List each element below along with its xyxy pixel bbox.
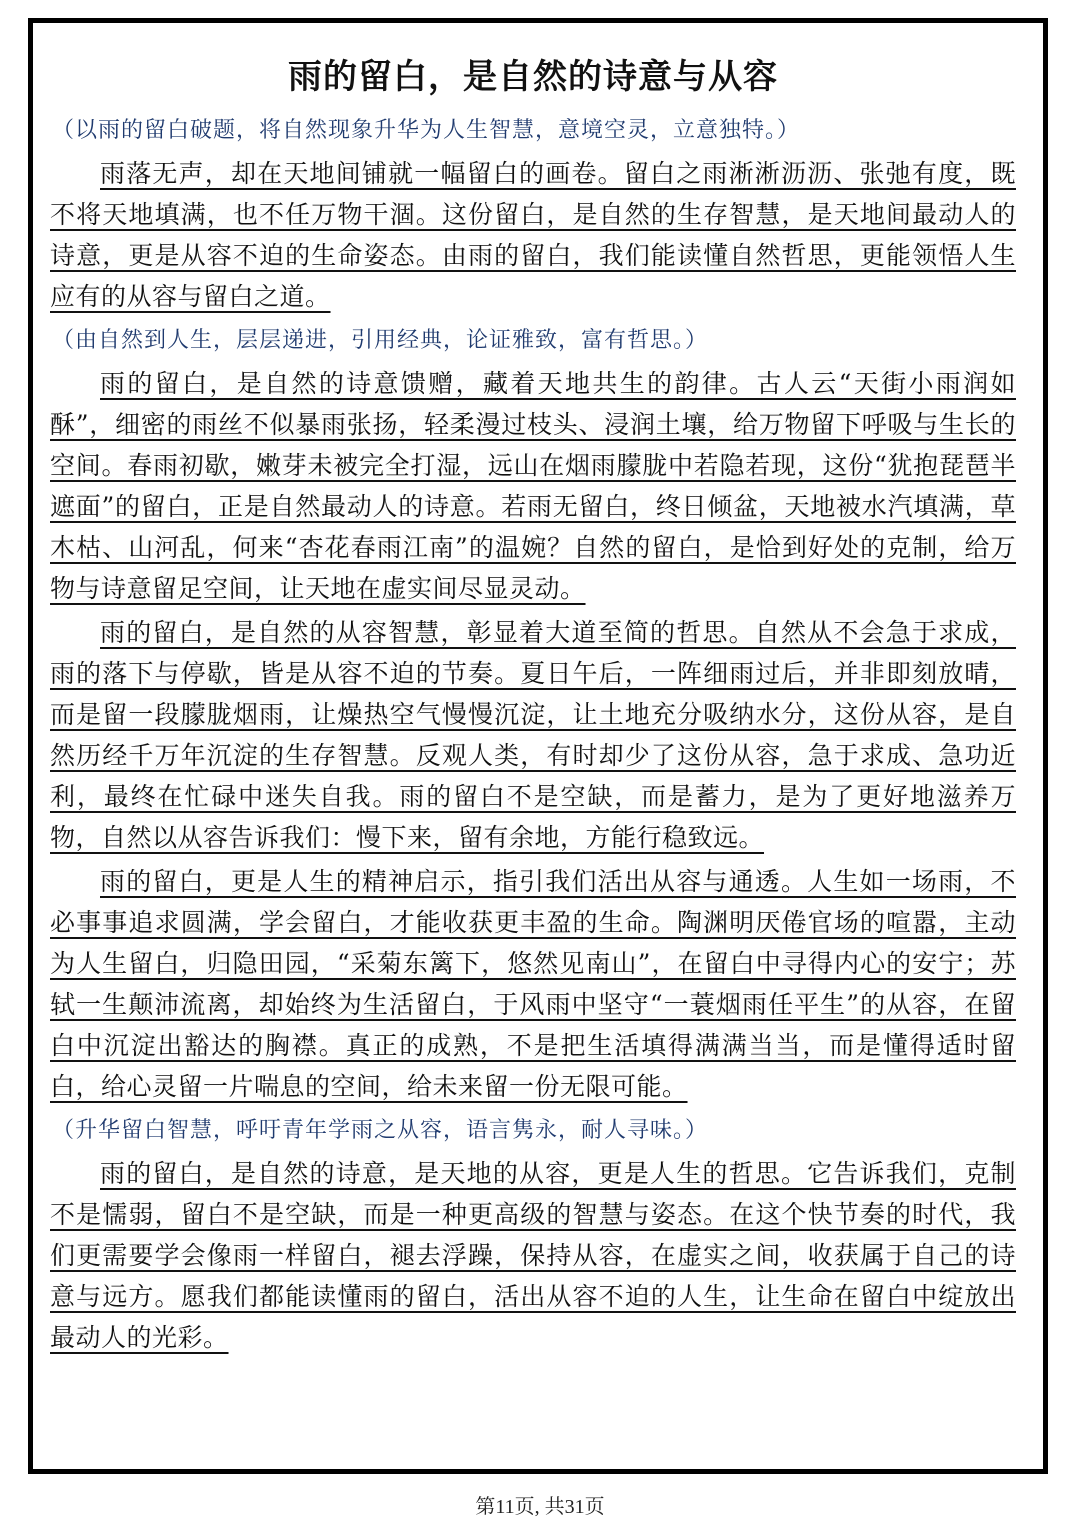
essay-paragraph: 雨落无声，却在天地间铺就一幅留白的画卷。留白之雨淅淅沥沥、张弛有度，既不将天地填满，也不任万物干涸。这份留白，是自然的生存智慧，是天地间最动人的诗意，更是从容不迫的生命姿态。由雨的留白，我们能读懂自然哲思，更能领悟人生应有的从容与留白之道。 — [50, 159, 1016, 311]
page-number: 第11页, 共31页 — [475, 1496, 605, 1518]
essay-paragraph: 雨的留白，更是人生的精神启示，指引我们活出从容与通透。人生如一场雨，不必事事追求圆满，学会留白，才能收获更丰盈的生命。陶渊明厌倦官场的喧嚣，主动为人生留白，归隐田园，“采菊东篱下，悠然见南山”，在留白中寻得内心的安宁；苏轼一生颠沛流离，却始终为生活留白，于风雨中坚守“一蓑烟雨任平生”的从容，在留白中沉淀出豁达的胸襟。真正的成熟，不是把生活填得满满当当，而是懂得适时留白，给心灵留一片喘息的空间，给未来留一份无限可能。 — [50, 867, 1016, 1101]
comment-annotation: （以雨的留白破题，将自然现象升华为人生智慧，意境空灵，立意独特。） — [52, 118, 801, 143]
essay-paragraph: 雨的留白，是自然的从容智慧，彰显着大道至简的哲思。自然从不会急于求成，雨的落下与停歇，皆是从容不迫的节奏。夏日午后，一阵细雨过后，并非即刻放晴，而是留一段朦胧烟雨，让燥热空气慢慢沉淀，让土地充分吸纳水分，这份从容，是自然历经千万年沉淀的生存智慧。反观人类，有时却少了这份从容，急于求成、急功近利，最终在忙碌中迷失自我。雨的留白不是空缺，而是蓄力，是为了更好地滋养万物，自然以从容告诉我们：慢下来，留有余地，方能行稳致远。 — [50, 618, 1016, 852]
comment-annotation: （由自然到人生，层层递进，引用经典，论证雅致，富有哲思。） — [52, 328, 709, 353]
essay-paragraph: 雨的留白，是自然的诗意，是天地的从容，更是人生的哲思。它告诉我们，克制不是懦弱，留白不是空缺，而是一种更高级的智慧与姿态。在这个快节奏的时代，我们更需要学会像雨一样留白，褪去浮躁，保持从容，在虚实之间，收获属于自己的诗意与远方。愿我们都能读懂雨的留白，活出从容不迫的人生，让生命在留白中绽放出最动人的光彩。 — [50, 1159, 1016, 1352]
comment-annotation: （升华留白智慧，呼吁青年学雨之从容，语言隽永，耐人寻味。） — [52, 1118, 709, 1143]
essay-title: 雨的留白，是自然的诗意与从容 — [288, 57, 778, 97]
document-body — [50, 48, 1016, 1361]
essay-paragraph: 雨的留白，是自然的诗意馈赠，藏着天地共生的韵律。古人云“天街小雨润如酥”，细密的雨丝不似暴雨张扬，轻柔漫过枝头、浸润土壤，给万物留下呼吸与生长的空间。春雨初歇，嫩芽未被完全打湿，远山在烟雨朦胧中若隐若现，这份“犹抱琵琶半遮面”的留白，正是自然最动人的诗意。若雨无留白，终日倾盆，天地被水汽填满，草木枯、山河乱，何来“杏花春雨江南”的温婉？自然的留白，是恰到好处的克制，给万物与诗意留足空间，让天地在虚实间尽显灵动。 — [50, 369, 1016, 603]
